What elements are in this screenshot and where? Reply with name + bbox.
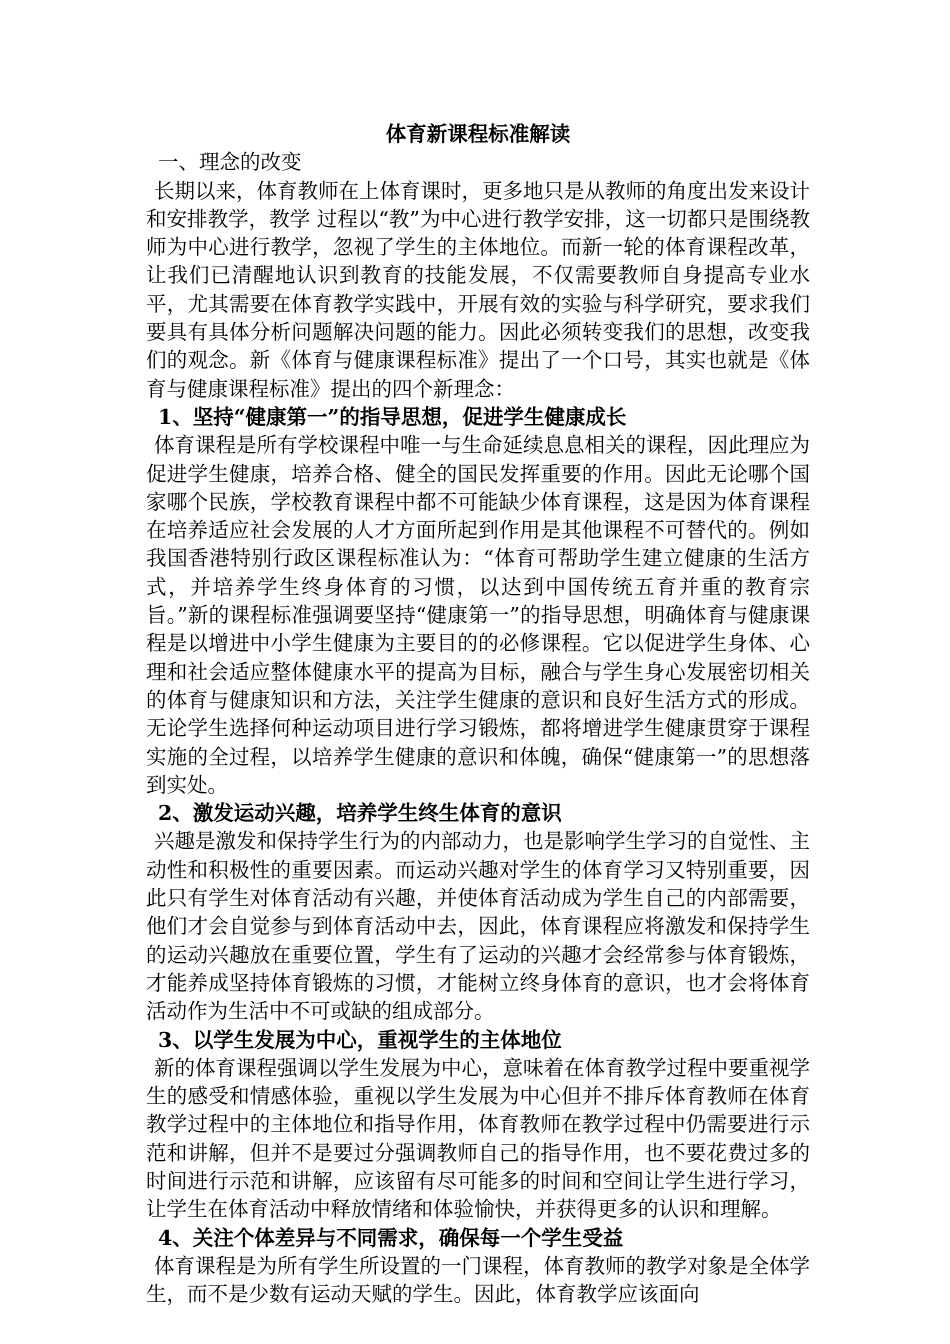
point-2-paragraph: 兴趣是激发和保持学生行为的内部动力，也是影响学生学习的自觉性、主动性和积极性的重要因素。而运动兴趣对学生的体育学习又特别重要，因此只有学生对体育活动有兴趣，并使体育活动成为学生自己的内部需要，他们才会自觉参与到体育活动中去，因此，体育课程应将激发和保持学生的运动兴趣放在重要位置，学生有了运动的兴趣才会经常参与体育锻炼，才能养成坚持体育锻炼的习惯，才能树立终身体育的意识，也才会将体育活动作为生活中不可或缺的组成部分。 bbox=[146, 829, 810, 1024]
point-4-paragraph: 体育课程是为所有学生所设置的一门课程，体育教师的教学对象是全体学生，而不是少数有运动天赋的学生。因此，体育教学应该面向 bbox=[146, 1253, 810, 1307]
point-3-heading: 3、以学生发展为中心，重视学生的主体地位 bbox=[158, 1027, 562, 1052]
point-1-heading: 1、坚持“健康第一”的指导思想，促进学生健康成长 bbox=[158, 404, 627, 429]
point-1-paragraph: 体育课程是所有学校课程中唯一与生命延续息息相关的课程，因此理应为促进学生健康，培养合格、健全的国民发挥重要的作用。因此无论哪个国家哪个民族，学校教育课程中都不可能缺少体育课程，这是因为体育课程在培养适应社会发展的人才方面所起到作用是其他课程不可替代的。例如我国香港特别行政区课程标准认为：“体育可帮助学生建立健康的生活方式，并培养学生终身体育的习惯，以达到中国传统五育并重的教育宗旨。”新的课程标准强调要坚持“健康第一”的指导思想，明确体育与健康课程是以增进中小学生健康为主要目的的必修课程。它以促进学生身体、心理和社会适应整体健康水平的提高为目标，融合与学生身心发展密切相关的体育与健康知识和方法，关注学生健康的意识和良好生活方式的形成。无论学生选择何种运动项目进行学习锻炼，都将增进学生健康贯穿于课程实施的全过程，以培养学生健康的意识和体魄，确保“健康第一”的思想落到实处。 bbox=[146, 433, 810, 797]
point-3-paragraph: 新的体育课程强调以学生发展为中心，意味着在体育教学过程中要重视学生的感受和情感体验，重视以学生发展为中心但并不排斥体育教师在体育教学过程中的主体地位和指导作用，体育教师在教学过程中仍需要进行示范和讲解，但并不是要过分强调教师自己的指导作用，也不要花费过多的时间进行示范和讲解，应该留有尽可能多的时间和空间让学生进行学习，让学生在体育活动中释放情绪和体验愉快，并获得更多的认识和理解。 bbox=[146, 1055, 810, 1222]
document-title: 体育新课程标准解读 bbox=[385, 122, 571, 146]
document-page bbox=[146, 120, 810, 1308]
intro-paragraph: 长期以来，体育教师在上体育课时，更多地只是从教师的角度出发来设计和安排教学，教学 过程以“教”为中心进行教学安排，这一切都只是围绕教师为中心进行教学，忽视了学生的主体地位。而新一轮的体育课程改革，让我们已清醒地认识到教育的技能发展，不仅需要教师自身提高专业水平，尤其需要在体育教学实践中，开展有效的实验与科学研究，要求我们要具有具体分析问题解决问题的能力。因此必须转变我们的思想，改变我们的观念。新《体育与健康课程标准》提出了一个口号，其实也就是《体育与健康课程标准》提出的四个新理念： bbox=[146, 178, 810, 401]
point-2-heading: 2、激发运动兴趣，培养学生终生体育的意识 bbox=[158, 801, 562, 826]
section-heading: 一、理念的改变 bbox=[158, 150, 302, 175]
point-4-heading: 4、关注个体差异与不同需求，确保每一个学生受益 bbox=[158, 1225, 624, 1250]
